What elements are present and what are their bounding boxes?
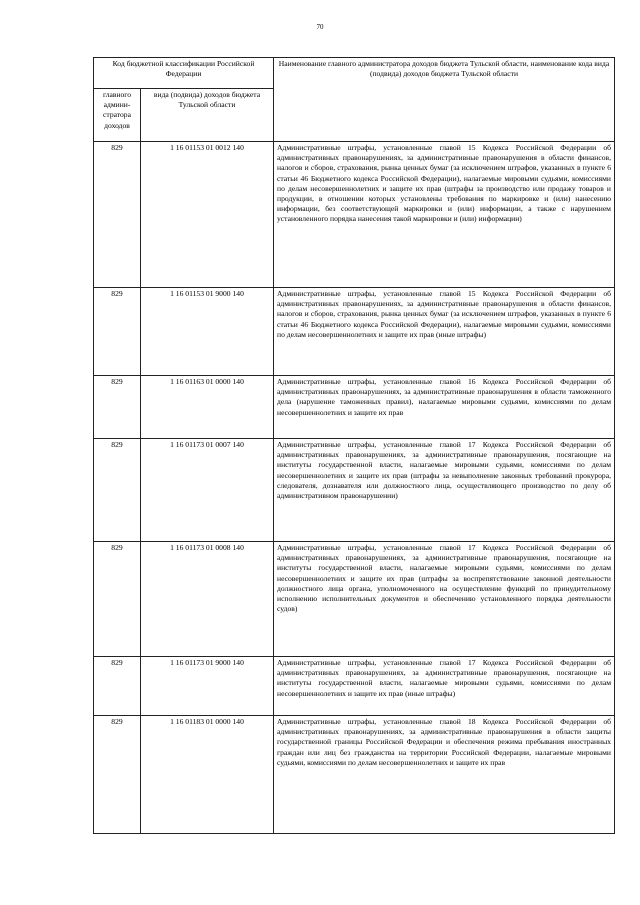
header-income-type: вида (подвида) доходов бюджета Тульской области <box>141 89 274 142</box>
description-cell: Административные штрафы, установленные главой 16 Кодекса Российской Федерации об административных правонарушениях, за административные правонарушения в области таможенного дела (нарушение таможенных правил), налагаемые мировыми судьями, комиссиями по делам несовершеннолетних и защите их прав <box>274 376 615 439</box>
income-code-cell: 1 16 01173 01 9000 140 <box>141 657 274 716</box>
description-cell: Административные штрафы, установленные главой 15 Кодекса Российской Федерации об административных правонарушениях, за административные правонарушения в области финансов, налогов и сборов, страхования, рынка ценных бумаг (за исключением штрафов, указанных в пункте 6 статьи 46 Бюджетного кодекса Российской Федерации), налагаемые мировыми судьями, комиссиями по делам несовершеннолетних и защите их прав (штрафы за производство или продажу товаров и продукции, в отношении которых установлены требования по маркировке и (или) нанесению информации, без соответствующей маркировки и (или) информации, а также с нарушением установленного порядка нанесения такой маркировки и (или) информации) <box>274 142 615 288</box>
description-cell: Административные штрафы, установленные главой 15 Кодекса Российской Федерации об административных правонарушениях, за административные правонарушения в области финансов, налогов и сборов, страхования, рынка ценных бумаг (за исключением штрафов, указанных в пункте 6 статьи 46 Бюджетного кодекса Российской Федерации), налагаемые мировыми судьями, комиссиями по делам несовершеннолетних и защите их прав (иные штрафы) <box>274 288 615 376</box>
admin-code-cell: 829 <box>94 288 141 376</box>
admin-code-cell: 829 <box>94 657 141 716</box>
admin-code-cell: 829 <box>94 716 141 834</box>
admin-code-cell: 829 <box>94 376 141 439</box>
page-number: 70 <box>316 23 324 31</box>
description-cell: Административные штрафы, установленные главой 17 Кодекса Российской Федерации об административных правонарушениях, за административные правонарушения, посягающие на институты государственной власти, налагаемые мировыми судьями, комиссиями по делам несовершеннолетних и защите их прав (штрафы за невыполнение законных требований прокурора, следователя, дознавателя или должностного лица, осуществляющего производство по делу об административном правонарушении) <box>274 439 615 542</box>
header-row-top <box>94 58 615 89</box>
table-row <box>94 376 615 439</box>
admin-code-cell: 829 <box>94 439 141 542</box>
header-admin-code: главного админи-стратора доходов <box>94 89 141 142</box>
income-code-cell: 1 16 01173 01 0008 140 <box>141 542 274 657</box>
description-cell: Административные штрафы, установленные главой 17 Кодекса Российской Федерации об административных правонарушениях, за административные правонарушения, посягающие на институты государственной власти, налагаемые мировыми судьями, комиссиями по делам несовершеннолетних и защите их прав (штрафы за воспрепятствование законной деятельности должностного лица органа, уполномоченного на осуществление функций по принудительному исполнению исполнительных документов и обеспечению установленного порядка деятельности судов) <box>274 542 615 657</box>
header-administrator-name: Наименование главного администратора доходов бюджета Тульской области, наименование кода вида (подвида) доходов бюджета Тульской области <box>274 58 615 142</box>
admin-code-cell: 829 <box>94 142 141 288</box>
admin-code-cell: 829 <box>94 542 141 657</box>
description-cell: Административные штрафы, установленные главой 17 Кодекса Российской Федерации об административных правонарушениях, за административные правонарушения, посягающие на институты государственной власти, налагаемые мировыми судьями, комиссиями по делам несовершеннолетних и защите их прав (иные штрафы) <box>274 657 615 716</box>
header-classification-code: Код бюджетной классификации Российской Федерации <box>94 58 274 89</box>
table-row <box>94 657 615 716</box>
income-code-cell: 1 16 01163 01 0000 140 <box>141 376 274 439</box>
income-code-cell: 1 16 01153 01 0012 140 <box>141 142 274 288</box>
income-code-cell: 1 16 01153 01 9000 140 <box>141 288 274 376</box>
table-row <box>94 288 615 376</box>
income-code-cell: 1 16 01173 01 0007 140 <box>141 439 274 542</box>
budget-classification-table <box>93 57 615 834</box>
table-row <box>94 716 615 834</box>
table-row <box>94 542 615 657</box>
table-row <box>94 142 615 288</box>
description-cell: Административные штрафы, установленные главой 18 Кодекса Российской Федерации об административных правонарушениях, за административные правонарушения в области защиты государственной границы Российской Федерации и обеспечения режима пребывания иностранных граждан или лиц без гражданства на территории Российской Федерации, налагаемые мировыми судьями, комиссиями по делам несовершеннолетних и защите их прав <box>274 716 615 834</box>
table-row <box>94 439 615 542</box>
income-code-cell: 1 16 01183 01 0000 140 <box>141 716 274 834</box>
